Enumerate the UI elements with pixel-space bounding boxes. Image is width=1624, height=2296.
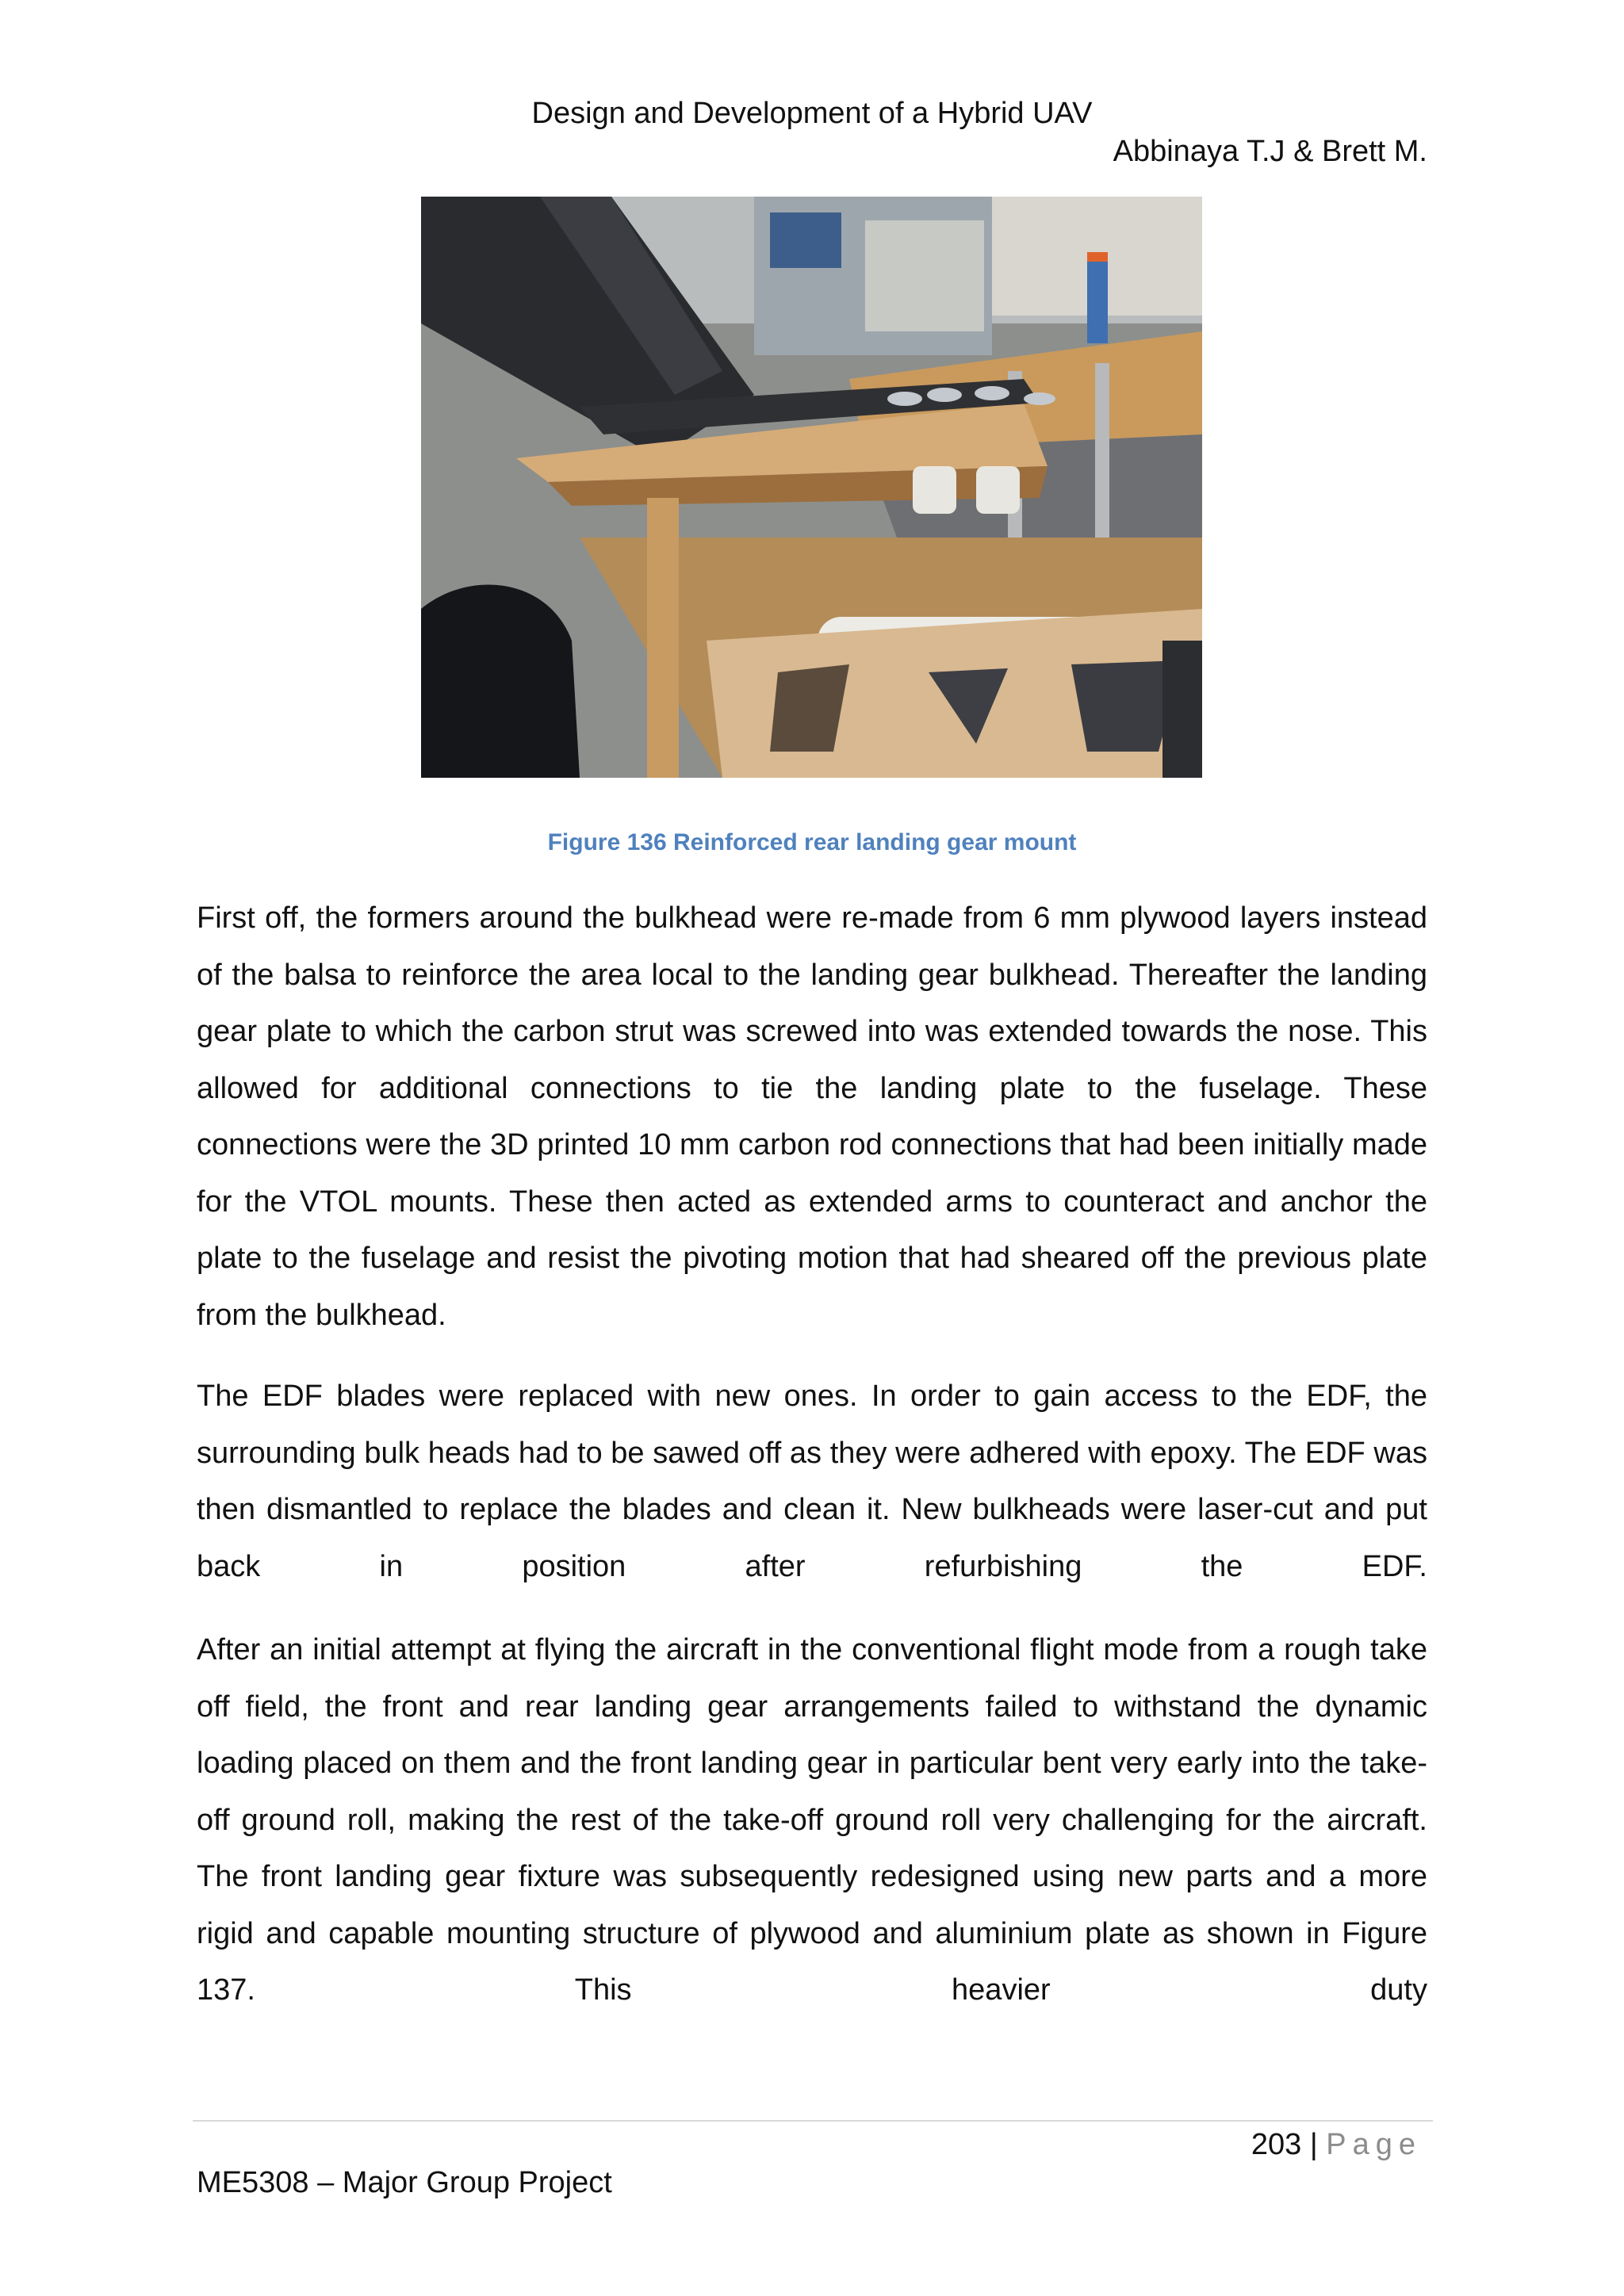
paragraph-2 xyxy=(197,1368,1427,1595)
page-label: Page xyxy=(1326,2128,1422,2161)
running-header-title: Design and Development of a Hybrid UAV xyxy=(531,97,1093,130)
page-number-value: 203 xyxy=(1251,2128,1302,2161)
running-header-authors: Abbinaya T.J & Brett M. xyxy=(1113,135,1427,168)
paragraph-3 xyxy=(197,1622,1427,2019)
footer-divider xyxy=(193,2120,1433,2122)
page-number-separator: | xyxy=(1309,2128,1318,2161)
figure-caption: Figure 136 Reinforced rear landing gear mount xyxy=(547,829,1077,855)
paragraph-1 xyxy=(197,890,1427,1344)
footer-project: ME5308 – Major Group Project xyxy=(197,2166,612,2199)
page-number xyxy=(1251,2125,1422,2164)
paragraph-text: First off, the formers around the bulkhead were re-made from 6 mm plywood layers instead of the balsa to reinforce the area local to the landing gear bulkhead. Thereafter the landing gear plate to which the carbon strut was screwed into was extended towards the nose. This allowed for additional connections to tie the landing plate to the fuselage. These connections were the 3D printed 10 mm carbon rod connections that had been initially made for the VTOL mounts. These then acted as extended arms to counteract and anchor the plate to the fuselage and resist the pivoting motion that had sheared off the previous plate from the bulkhead. xyxy=(197,901,1427,1332)
paragraph-text: The EDF blades were replaced with new ones. In order to gain access to the EDF, the surrounding bulk heads had to be sawed off as they were adhered with epoxy. The EDF was then dismantled to replace the blades and clean it. New bulkheads were laser-cut and put back in position after refurbishing the EDF. xyxy=(197,1380,1427,1583)
landing-gear-photo xyxy=(421,197,1202,778)
paragraph-text: After an initial attempt at flying the aircraft in the conventional flight mode from a rough take off field, the front and rear landing gear arrangements failed to withstand the dynamic loading placed on them and the front landing gear in particular bent very early into the take-off ground roll, making the rest of the take-off ground roll very challenging for the aircraft. The front landing gear fixture was subsequently redesigned using new parts and a more rigid and capable mounting structure of plywood and aluminium plate as shown in Figure 137. This heavier duty xyxy=(197,1633,1427,2007)
figure-photo xyxy=(421,197,1202,778)
